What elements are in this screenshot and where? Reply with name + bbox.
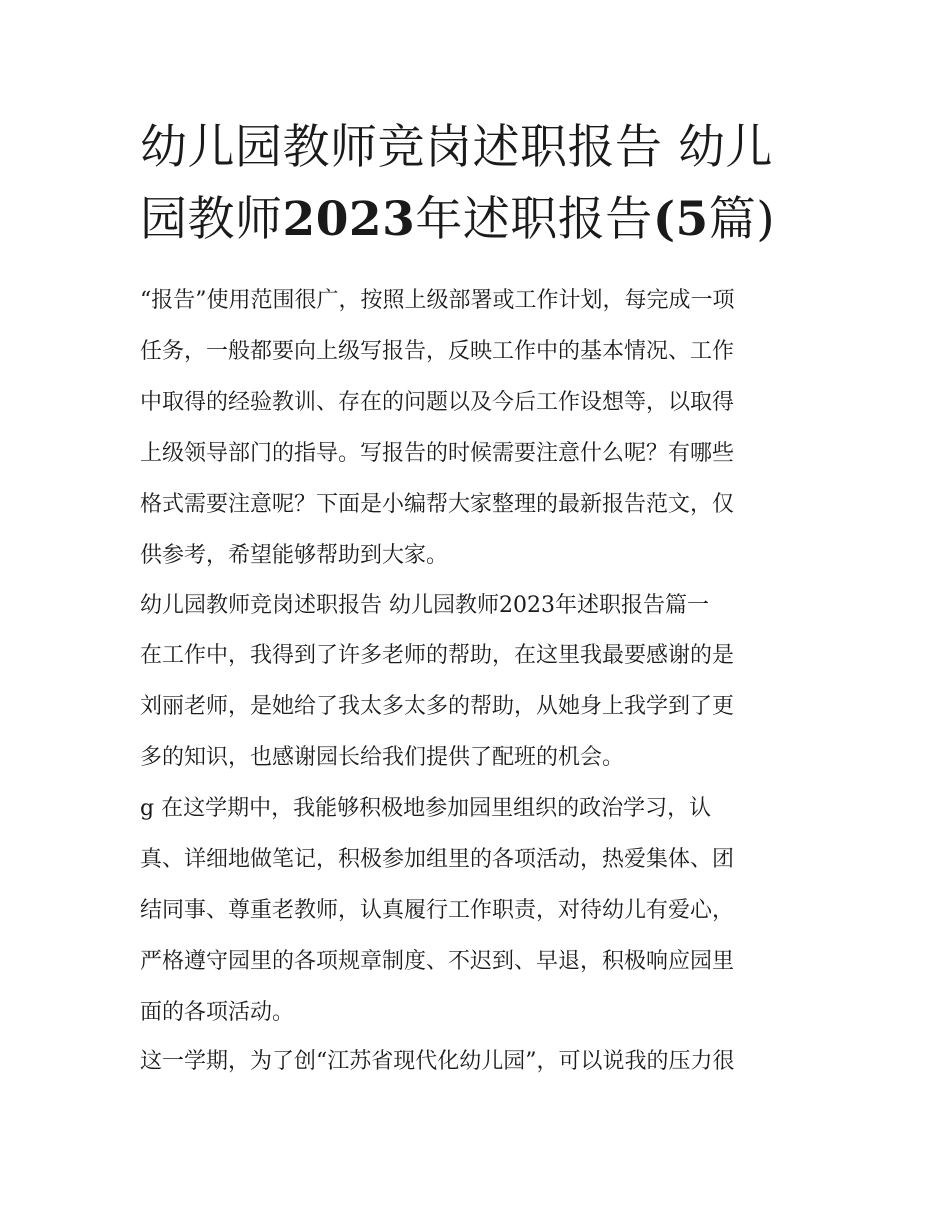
paragraph-line: 中取得的经验教训、存在的问题以及今后工作设想等，以取得 bbox=[140, 390, 735, 415]
paragraph-line: 上级领导部门的指导。写报告的时候需要注意什么呢？有哪些 bbox=[140, 441, 735, 466]
paragraph-line: 格式需要注意呢？下面是小编帮大家整理的最新报告范文，仅 bbox=[140, 492, 735, 517]
paragraph-line: 严格遵守园里的各项规章制度、不迟到、早退，积极响应园里 bbox=[140, 949, 735, 974]
title-line-2-part-e: 篇) bbox=[708, 192, 776, 247]
paragraph-line: “报告”使用范围很广，按照上级部署或工作计划，每完成一项 bbox=[140, 288, 735, 313]
paragraph-line: 结同事、尊重老教师，认真履行工作职责，对待幼儿有爱心， bbox=[140, 898, 735, 923]
paragraph-line: 在工作中，我得到了许多老师的帮助，在这里我最要感谢的是 bbox=[140, 643, 735, 668]
paragraph-line: 任务，一般都要向上级写报告，反映工作中的基本情况、工作 bbox=[140, 339, 735, 364]
paragraph-thanks bbox=[140, 630, 820, 783]
title-line-1: 幼儿园教师竞岗述职报告 幼儿 bbox=[140, 120, 773, 175]
title-line-2-part-a: 园教师 bbox=[140, 192, 283, 247]
paragraph-intro bbox=[140, 275, 820, 581]
paragraph-line: 多的知识，也感谢园长给我们提供了配班的机会。 bbox=[140, 745, 625, 770]
paragraph-line: g 在这学期中，我能够积极地参加园里组织的政治学习，认 bbox=[140, 796, 712, 821]
paragraph-semester bbox=[140, 1036, 820, 1087]
paragraph-line: 刘丽老师，是她给了我太多太多的帮助，从她身上我学到了更 bbox=[140, 694, 735, 719]
paragraph-line: 这一学期，为了创“江苏省现代化幼儿园”，可以说我的压力很 bbox=[140, 1049, 735, 1074]
paragraph-line: 面的各项活动。 bbox=[140, 1000, 295, 1025]
paragraph-line: 真、详细地做笔记，积极参加组里的各项活动，热爱集体、团 bbox=[140, 847, 735, 872]
paragraph-study bbox=[140, 783, 820, 1038]
paragraph-line: 供参考，希望能够帮助到大家。 bbox=[140, 543, 449, 568]
document-title bbox=[140, 112, 820, 256]
title-line-2 bbox=[140, 184, 820, 256]
title-year: 2023 bbox=[282, 192, 416, 247]
section-heading-line: 幼儿园教师竞岗述职报告 幼儿园教师2023年述职报告篇一 bbox=[140, 593, 709, 618]
title-count: (5 bbox=[652, 192, 709, 247]
title-line-2-part-c: 年述职报告 bbox=[415, 192, 653, 247]
section-heading bbox=[140, 580, 820, 631]
